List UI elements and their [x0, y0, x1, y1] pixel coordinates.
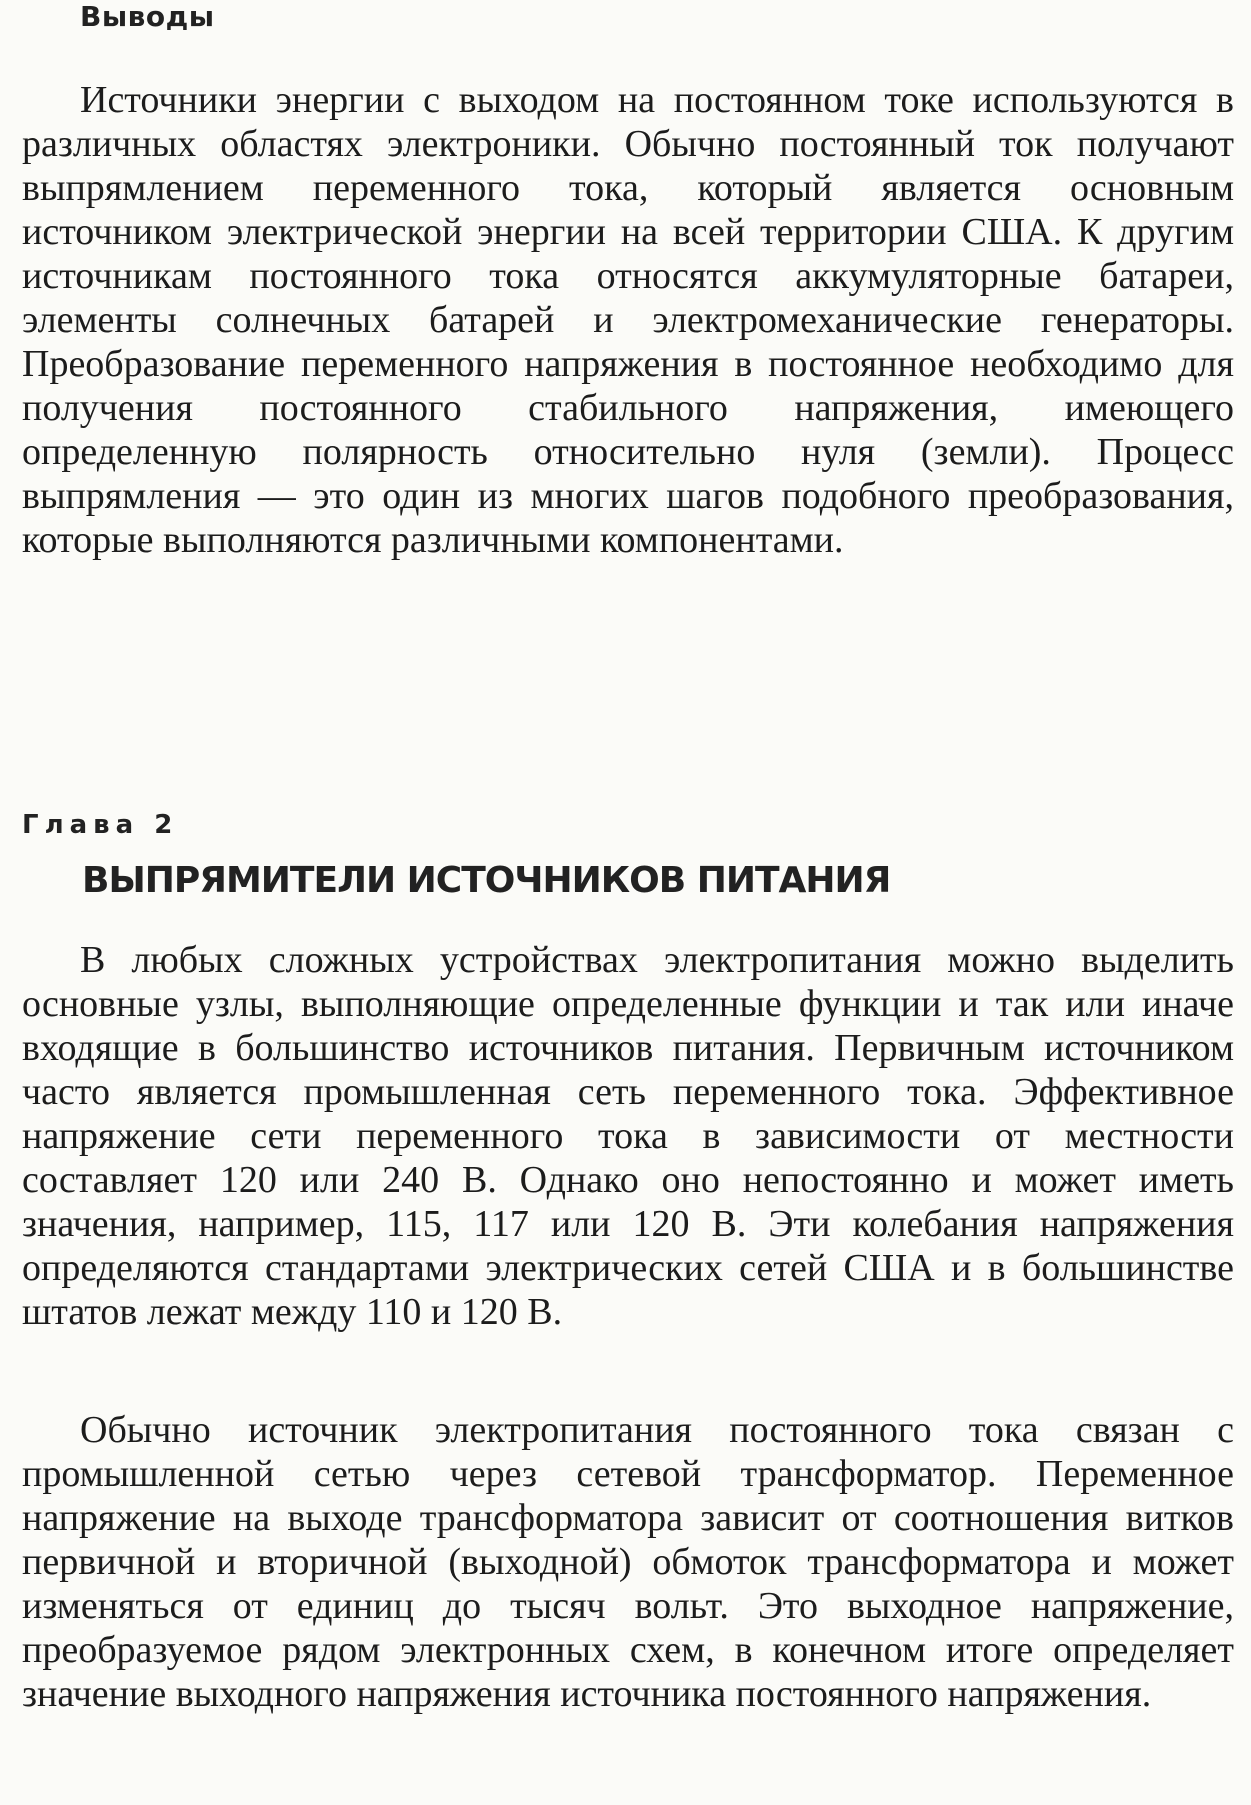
conclusions-heading: Выводы	[80, 0, 215, 33]
conclusions-paragraph: Источники энергии с выходом на постоянном токе используются в различных областях электроники. Обычно постоянный ток получают выпрямлением переменного тока, который является основным источником электрической энергии на всей территории США. К другим источникам постоянного тока относятся аккумуляторные батареи, элементы солнечных батарей и электромеханические генераторы. Преобразование переменного напряжения в постоянное необходимо для получения постоянного стабильного напряжения, имеющего определенную полярность относительно нуля (земли). Процесс выпрямления — это один из многих шагов подобного преобразования, которые выполняются различными компонентами.	[22, 79, 1234, 561]
chapter-label: Глава 2	[22, 810, 179, 840]
chapter-paragraph: В любых сложных устройствах электропитания можно выделить основные узлы, выполняющие определенные функции и так или иначе входящие в большинство источников питания. Первичным источником часто является промышленная сеть переменного тока. Эффективное напряжение сети переменного тока в зависимости от местности составляет 120 или 240 В. Однако оно непостоянно и может иметь значения, например, 115, 117 или 120 В. Эти колебания напряжения определяются стандартами электрических сетей США и в большинстве штатов лежат между 110 и 120 В.	[22, 939, 1234, 1333]
chapter-paragraph: Обычно источник электропитания постоянного тока связан с промышленной сетью через сетевой трансформатор. Переменное напряжение на выходе трансформатора зависит от соотношения витков первичной и вторичной (выходной) обмоток трансформатора и может изменяться от единиц до тысяч вольт. Это выходное напряжение, преобразуемое рядом электронных схем, в конечном итоге определяет значение выходного напряжения источника постоянного напряжения.	[22, 1409, 1234, 1715]
chapter-title: ВЫПРЯМИТЕЛИ ИСТОЧНИКОВ ПИТАНИЯ	[82, 860, 891, 901]
